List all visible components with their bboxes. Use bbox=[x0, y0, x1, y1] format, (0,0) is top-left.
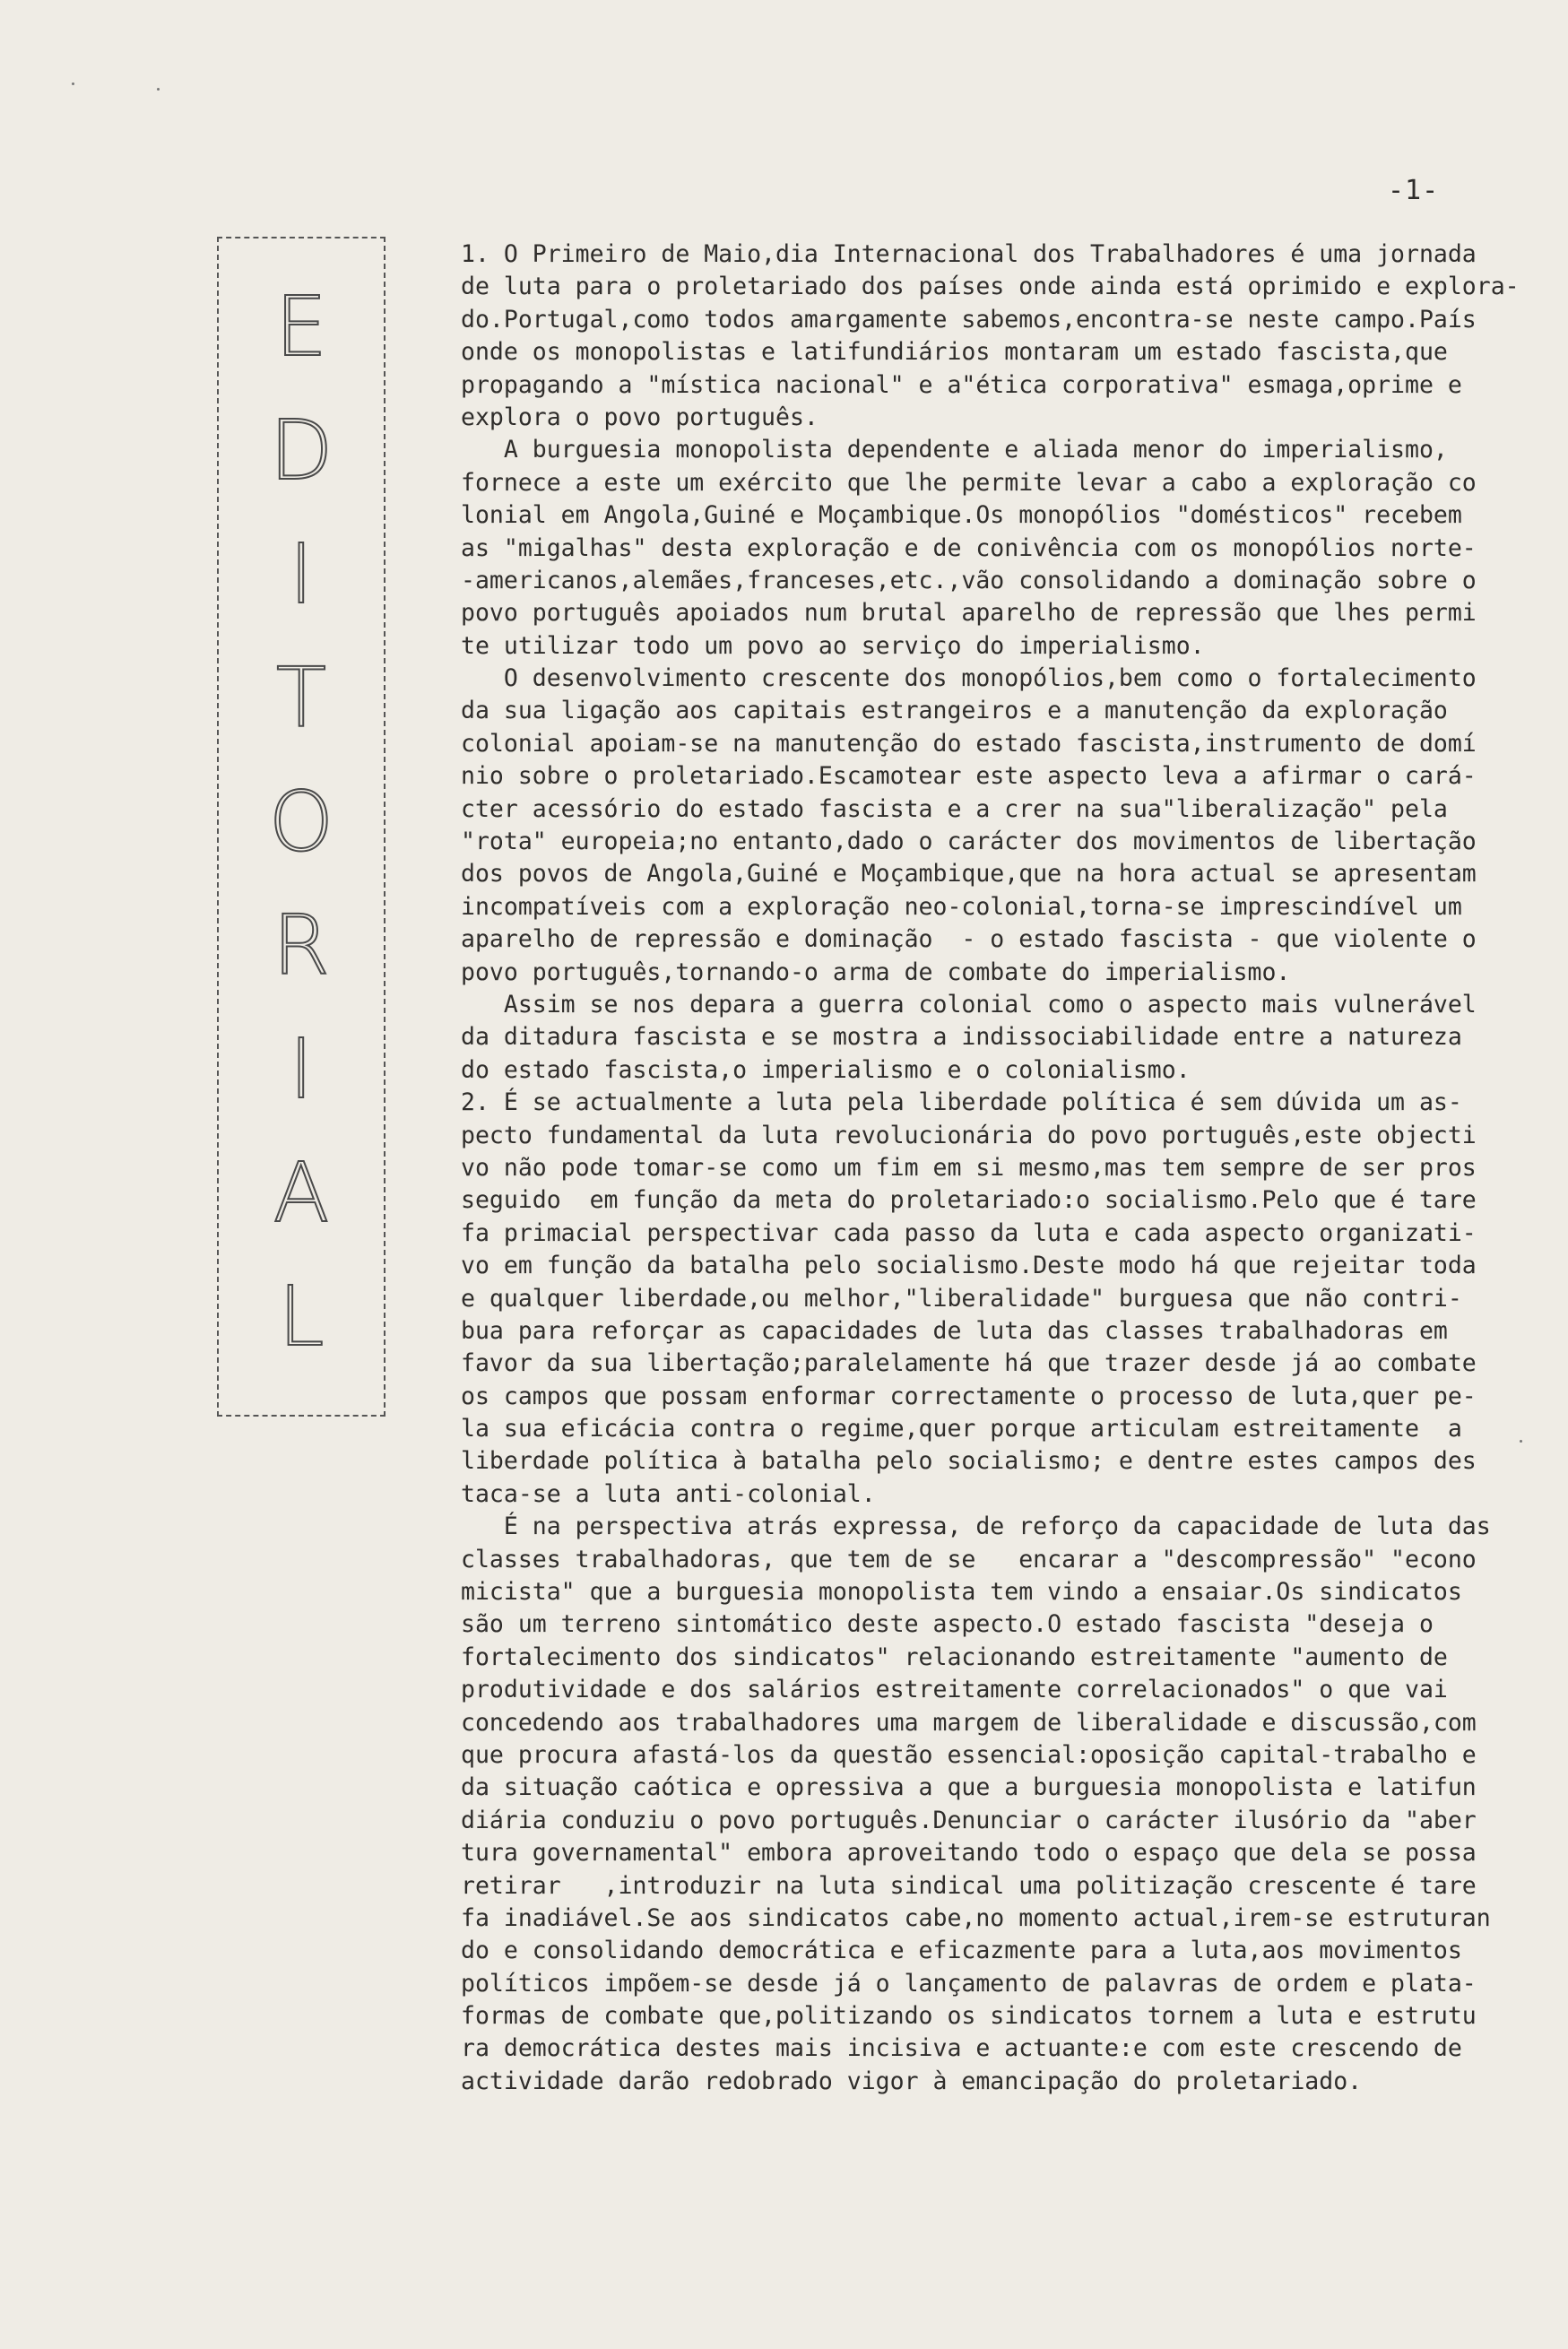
text-line: propagando a "mística nacional" e a"ética corporativa" esmaga,oprime e bbox=[461, 370, 1462, 399]
text-line: retirar ,introduzir na luta sindical uma politização crescente é tare bbox=[461, 1871, 1477, 1900]
text-line: liberdade política à batalha pelo socialismo; e dentre estes campos des bbox=[461, 1447, 1477, 1476]
paper-speck bbox=[72, 82, 74, 85]
editorial-vertical-title-box bbox=[217, 237, 386, 1417]
text-line: produtividade e dos salários estreitamente correlacionados" o que vai bbox=[461, 1676, 1448, 1704]
text-line: incompatíveis com a exploração neo-colonial,torna-se imprescindível um bbox=[461, 892, 1462, 921]
paper-speck bbox=[1520, 1440, 1522, 1443]
editorial-letter: T bbox=[275, 650, 327, 746]
text-line: A burguesia monopolista dependente e aliada menor do imperialismo, bbox=[461, 436, 1448, 464]
text-line: formas de combate que,politizando os sindicatos tornem a luta e estrutu bbox=[461, 2002, 1477, 2031]
text-line: 1. O Primeiro de Maio,dia Internacional dos Trabalhadores é uma jornada bbox=[461, 240, 1477, 268]
text-line: do e consolidando democrática e eficazmente para a luta,aos movimentos bbox=[461, 1937, 1462, 1965]
text-line: nio sobre o proletariado.Escamotear este aspecto leva a afirmar o cará- bbox=[461, 762, 1477, 791]
text-line: povo português apoiados num brutal aparelho de repressão que lhes permi bbox=[461, 599, 1477, 628]
text-line: do.Portugal,como todos amargamente sabemos,encontra-se neste campo.País bbox=[461, 305, 1477, 334]
text-line: ra democrática destes mais incisiva e actuante:e com este crescendo de bbox=[461, 2034, 1462, 2063]
text-line: pecto fundamental da luta revolucionária do povo português,este objecti bbox=[461, 1121, 1477, 1149]
text-line: colonial apoiam-se na manutenção do estado fascista,instrumento de domí bbox=[461, 729, 1477, 758]
text-line: diária conduziu o povo português.Denunciar o carácter ilusório da "aber bbox=[461, 1806, 1477, 1834]
editorial-vertical-title bbox=[219, 238, 384, 1415]
text-line: vo não pode tomar-se como um fim em si mesmo,mas tem sempre de ser pros bbox=[461, 1153, 1477, 1182]
text-line: taca-se a luta anti-colonial. bbox=[461, 1479, 876, 1508]
text-line: onde os monopolistas e latifundiários montaram um estado fascista,que bbox=[461, 338, 1448, 367]
paper-speck bbox=[157, 88, 160, 91]
text-line: que procura afastá-los da questão essencial:oposição capital-trabalho e bbox=[461, 1740, 1477, 1769]
text-line: Assim se nos depara a guerra colonial como o aspecto mais vulnerável bbox=[461, 990, 1477, 1018]
text-line: as "migalhas" desta exploração e de conivência com os monopólios norte- bbox=[461, 533, 1477, 562]
text-line: seguido em função da meta do proletariado:o socialismo.Pelo que é tare bbox=[461, 1186, 1477, 1215]
text-line: tura governamental" embora aproveitando todo o espaço que dela se possa bbox=[461, 1839, 1477, 1868]
text-line: "rota" europeia;no entanto,dado o carácter dos movimentos de libertação bbox=[461, 828, 1477, 856]
text-line: aparelho de repressão e dominação - o estado fascista - que violente o bbox=[461, 925, 1477, 954]
text-line: -americanos,alemães,franceses,etc.,vão consolidando a dominação sobre o bbox=[461, 566, 1477, 594]
editorial-letter: L bbox=[278, 1269, 325, 1365]
text-line: micista" que a burguesia monopolista tem vindo a ensaiar.Os sindicatos bbox=[461, 1578, 1462, 1607]
editorial-letter: A bbox=[273, 1145, 330, 1241]
text-line: do estado fascista,o imperialismo e o colonialismo. bbox=[461, 1055, 1191, 1084]
text-line: da sua ligação aos capitais estrangeiros e a manutenção da exploração bbox=[461, 697, 1448, 725]
text-line: da situação caótica e opressiva a que a burguesia monopolista e latifun bbox=[461, 1773, 1477, 1802]
editorial-letter: O bbox=[268, 774, 334, 870]
text-line: fa primacial perspectivar cada passo da luta e cada aspecto organizati- bbox=[461, 1218, 1477, 1247]
text-line: fortalecimento dos sindicatos" relacionando estreitamente "aumento de bbox=[461, 1643, 1448, 1671]
text-line: são um terreno sintomático deste aspecto.O estado fascista "deseja o bbox=[461, 1610, 1434, 1639]
text-line: explora o povo português. bbox=[461, 403, 819, 431]
text-line: favor da sua libertação;paralelamente há que trazer desde já ao combate bbox=[461, 1349, 1477, 1378]
text-line: vo em função da batalha pelo socialismo.Deste modo há que rejeitar toda bbox=[461, 1252, 1477, 1280]
text-line: cter acessório do estado fascista e a crer na sua"liberalização" pela bbox=[461, 794, 1448, 823]
text-line: actividade darão redobrado vigor à emancipação do proletariado. bbox=[461, 2067, 1363, 2095]
text-line: 2. É se actualmente a luta pela liberdade política é sem dúvida um as- bbox=[461, 1088, 1462, 1117]
editorial-letter: I bbox=[289, 526, 314, 622]
editorial-letter: E bbox=[274, 279, 328, 375]
text-line: bua para reforçar as capacidades de luta das classes trabalhadoras em bbox=[461, 1316, 1448, 1345]
text-line: políticos impõem-se desde já o lançamento de palavras de ordem e plata- bbox=[461, 1969, 1477, 1998]
text-line: O desenvolvimento crescente dos monopólios,bem como o fortalecimento bbox=[461, 664, 1477, 693]
text-line: la sua eficácia contra o regime,quer porque articulam estreitamente a bbox=[461, 1415, 1462, 1443]
text-line: da ditadura fascista e se mostra a indissociabilidade entre a natureza bbox=[461, 1023, 1462, 1052]
editorial-letter: R bbox=[273, 897, 330, 993]
editorial-body-text bbox=[461, 238, 1520, 2098]
text-line: te utilizar todo um povo ao serviço do imperialismo. bbox=[461, 631, 1205, 660]
text-line: fa inadiável.Se aos sindicatos cabe,no momento actual,irem-se estruturan bbox=[461, 1903, 1491, 1932]
text-line: lonial em Angola,Guiné e Moçambique.Os monopólios "domésticos" recebem bbox=[461, 501, 1462, 530]
text-line: classes trabalhadoras, que tem de se encarar a "descompressão" "econo bbox=[461, 1545, 1477, 1573]
editorial-letter: I bbox=[289, 1021, 314, 1117]
page-number: -1- bbox=[1388, 175, 1440, 206]
editorial-letter: D bbox=[269, 403, 334, 498]
text-line: fornece a este um exército que lhe permite levar a cabo a exploração co bbox=[461, 468, 1477, 497]
text-line: dos povos de Angola,Guiné e Moçambique,que na hora actual se apresentam bbox=[461, 860, 1477, 888]
text-line: povo português,tornando-o arma de combate do imperialismo. bbox=[461, 958, 1291, 986]
text-line: e qualquer liberdade,ou melhor,"liberalidade" burguesa que não contri- bbox=[461, 1284, 1462, 1313]
text-line: concedendo aos trabalhadores uma margem de liberalidade e discussão,com bbox=[461, 1708, 1477, 1737]
text-line: É na perspectiva atrás expressa, de reforço da capacidade de luta das bbox=[461, 1513, 1491, 1541]
text-line: os campos que possam enformar correctamente o processo de luta,quer pe- bbox=[461, 1382, 1477, 1410]
text-line: de luta para o proletariado dos países onde ainda está oprimido e explora- bbox=[461, 273, 1520, 301]
